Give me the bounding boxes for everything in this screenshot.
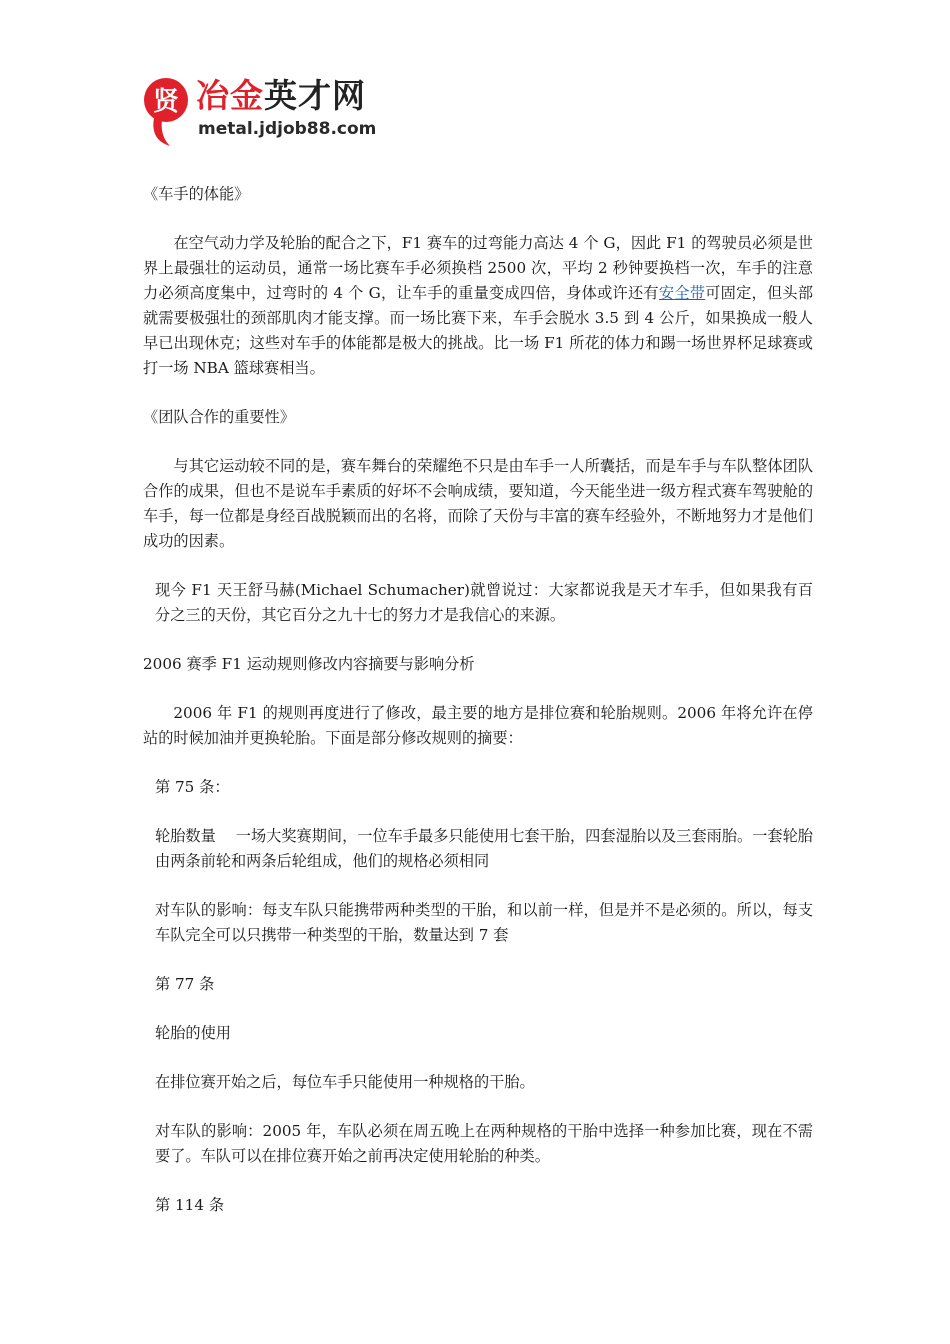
paragraph-text: 可固定，但头部就需要极强壮的颈部肌肉才能支撑。而一场比赛下来，车手会脱水 3.5 到 4 公斤，如果换成一般人早已出现休克；这些对车手的体能都是极大的挑战。比一场 F1 所花的体力和踢一场世界杯足球赛或打一场 NBA 篮球赛相当。 bbox=[143, 284, 814, 377]
paragraph-team-impact-2: 对车队的影响：2005 年，车队必须在周五晚上在两种规格的干胎中选择一种参加比赛，现在不需要了。车队可以在排位赛开始之前再决定使用轮胎的种类。 bbox=[155, 1122, 813, 1165]
logo-url: metal.jdjob88.com bbox=[198, 119, 377, 139]
paragraph-schumacher-quote: 现今 F1 天王舒马赫(Michael Schumacher)就曾说过：大家都说我是天才车手，但如果我有百分之三的天份，其它百分之九十七的努力才是我信心的来源。 bbox=[155, 581, 813, 624]
paragraph-tyre-usage: 轮胎的使用 bbox=[155, 1024, 231, 1042]
paragraph-qualifying-rule: 在排位赛开始之后，每位车手只能使用一种规格的干胎。 bbox=[155, 1073, 535, 1091]
paragraph-2006-rules: 2006 年 F1 的规则再度进行了修改，最主要的地方是排位赛和轮胎规则。2006 年将允许在停站的时候加油并更换轮胎。下面是部分修改规则的摘要： bbox=[143, 704, 813, 747]
heading-2006-rules: 2006 赛季 F1 运动规则修改内容摘要与影响分析 bbox=[143, 655, 475, 673]
logo-name-red: 冶金 bbox=[196, 76, 264, 115]
paragraph-driver-fitness bbox=[143, 231, 813, 381]
article-body bbox=[143, 182, 813, 1242]
paragraph-tyre-count: 轮胎数量 一场大奖赛期间，一位车手最多只能使用七套干胎，四套湿胎以及三套雨胎。一套轮胎由两条前轮和两条后轮组成，他们的规格必须相同 bbox=[155, 827, 813, 870]
heading-teamwork: 《团队合作的重要性》 bbox=[143, 408, 295, 426]
logo-mark-icon bbox=[140, 70, 192, 150]
article-75-label: 第 75 条： bbox=[155, 778, 230, 796]
paragraph-teamwork: 与其它运动较不同的是，赛车舞台的荣耀绝不只是由车手一人所囊括，而是车手与车队整体团队合作的成果，但也不是说车手素质的好坏不会响成绩，要知道，今天能坐进一级方程式赛车驾驶舱的车手，每一位都是身经百战脱颖而出的名将，而除了天份与丰富的赛车经验外，不断地努力才是他们成功的因素。 bbox=[143, 457, 813, 550]
article-77-label: 第 77 条 bbox=[155, 975, 215, 993]
article-114-label: 第 114 条 bbox=[155, 1196, 225, 1214]
logo-name bbox=[196, 76, 366, 116]
seatbelt-link[interactable]: 安全带 bbox=[658, 284, 706, 302]
heading-driver-fitness: 《车手的体能》 bbox=[143, 185, 250, 203]
logo-name-dark: 英才网 bbox=[264, 76, 366, 115]
paragraph-team-impact-1: 对车队的影响：每支车队只能携带两种类型的干胎，和以前一样，但是并不是必须的。所以，每支车队完全可以只携带一种类型的干胎，数量达到 7 套 bbox=[155, 901, 813, 944]
site-logo bbox=[140, 66, 400, 156]
svg-text:贤: 贤 bbox=[152, 87, 180, 117]
paragraph-text: 在空气动力学及轮胎的配合之下，F1 赛车的过弯能力高达 4 个 G，因此 F1 的驾驶员必须是世界上最强壮的运动员，通常一场比赛车手必须换档 2500 次，平均 2 秒钟要换档一次，车手的注意力必须高度集中，过弯时的 4 个 G，让车手的重量变成四倍，身体或许还有 bbox=[143, 234, 813, 302]
